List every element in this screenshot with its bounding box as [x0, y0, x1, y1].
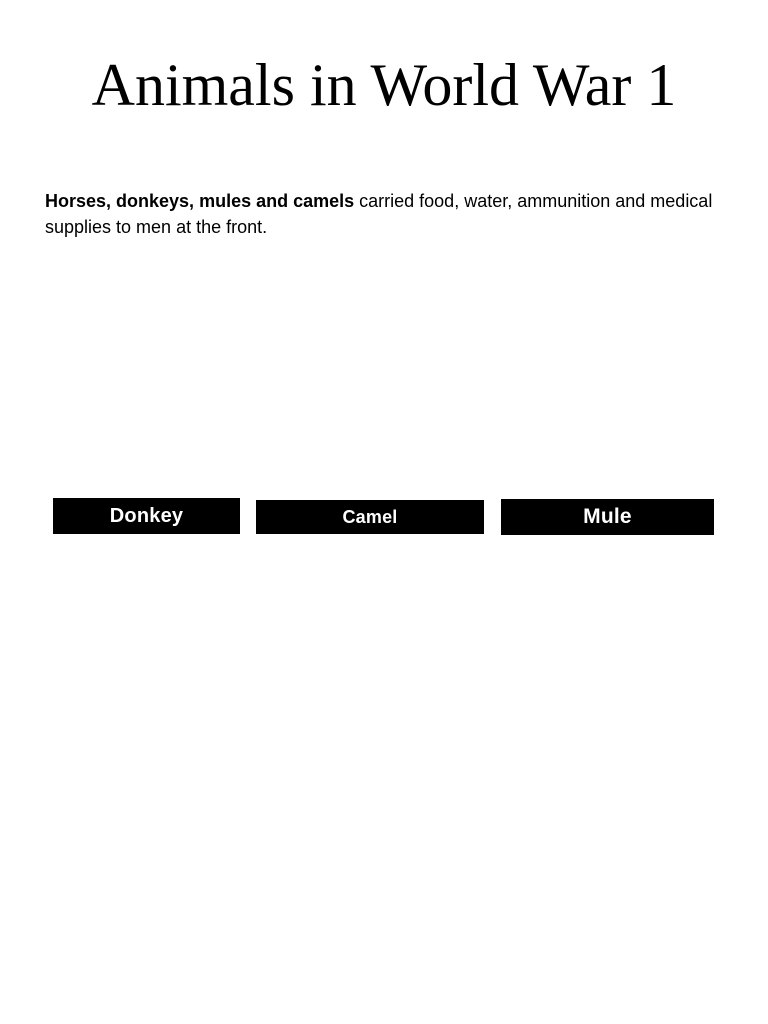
intro-paragraph — [45, 188, 725, 240]
intro-bold-text: Horses, donkeys, mules and camels — [45, 191, 355, 211]
label-mule: Mule — [501, 499, 714, 535]
label-donkey: Donkey — [53, 498, 240, 534]
page-title: Animals in World War 1 — [91, 52, 677, 118]
label-camel: Camel — [256, 500, 484, 534]
intro-rest-text: carried food, water, ammunition and medical supplies to men at the front. — [45, 191, 713, 237]
